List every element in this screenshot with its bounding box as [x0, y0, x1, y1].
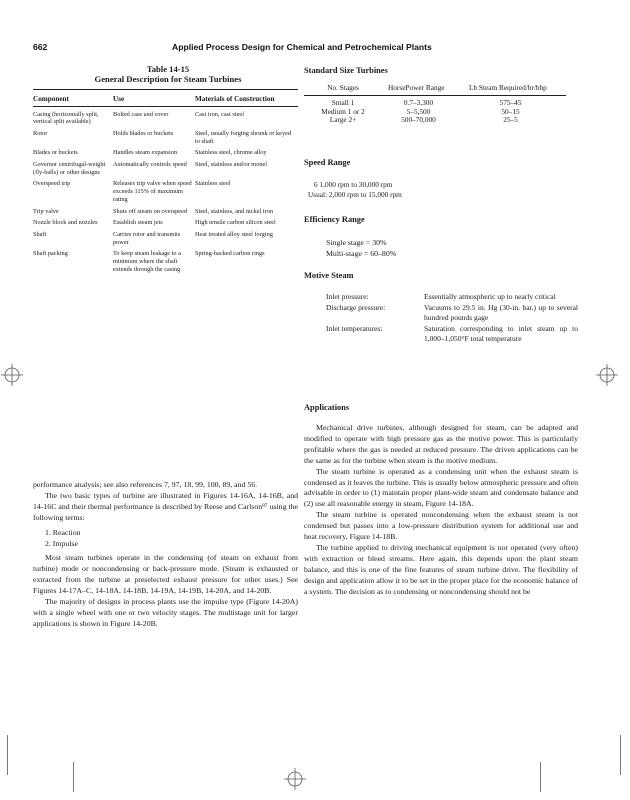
- trim-line: [620, 735, 621, 775]
- efficiency-range-text: [326, 237, 396, 259]
- col-header-stages: No. Stages: [327, 83, 359, 92]
- cell-materials: Stainless steel, chrome alloy: [195, 149, 267, 157]
- cell-hp-range: 0.7–3,300: [403, 97, 434, 107]
- section-heading-efficiency-range: Efficiency Range: [304, 215, 365, 224]
- table-row: [33, 160, 298, 179]
- paragraph: performance analysis; see also references 7, 97, 18, 99, 100, 89, and 56.: [33, 480, 258, 489]
- cell-stages: Small 1: [331, 97, 355, 107]
- cell-component: Overspeed trip: [33, 180, 71, 188]
- cell-component: Casing (horizontally split, vertical split available): [33, 110, 99, 126]
- section-heading-speed-range: Speed Range: [304, 158, 351, 167]
- list-item: 1. Reaction: [45, 527, 81, 537]
- cell-component: Trip valve: [33, 207, 59, 215]
- table-title: General Description for Steam Turbines: [94, 74, 242, 84]
- motive-steam-row: [326, 303, 578, 323]
- speed-range-line: Usual: 2,000 rpm to 15,000 rpm: [308, 189, 402, 199]
- cell-use: Handles steam expansion: [113, 149, 178, 157]
- cell-materials: Spring-backed carbon rings: [195, 250, 265, 258]
- cell-materials: Steel, stainless and/or monel: [195, 161, 268, 169]
- efficiency-line: Single stage = 30%: [326, 238, 387, 247]
- table-row: [304, 116, 566, 125]
- col-header-materials: Materials of Construction: [195, 95, 275, 103]
- cell-component: Rotor: [33, 129, 48, 137]
- cell-steam: 575–45: [499, 97, 522, 107]
- table-header-row: [304, 84, 566, 95]
- cell-steam: 50–15: [501, 106, 520, 116]
- paragraph: Most steam turbines operate in the condensing (of steam on exhaust from turbine) mode or noncondensing or back-pressure mode. (Steam is exhausted or extracted from the turbine at preselected exhaust pressure for other uses.) See Figures 14-17A–C, 14-18A, 14-18B, 14-19A, 14-19B, 14-20A, and 14-20B.: [33, 553, 298, 596]
- motive-steam-value: Saturation corresponding to inlet steam up to 1,000–1,050°F total temperature: [424, 324, 578, 343]
- paragraph: The turbine applied to driving mechanical equipment is not operated (very often) with extraction or bleed streams. Here again, this depends upon the plant steam balance, and this is one of the fine features of steam turbine drive. The flexibility of design and application allow it to be set in the proper place for the economic balance of a system. The decision as to condensing or noncondensing should not be: [304, 542, 578, 596]
- paragraph: The majority of designs in process plants use the impulse type (Figure 14-20A) with a single wheel with one or two velocity stages. The multistage unit for larger applications is shown in Figure 14-20B.: [33, 597, 298, 628]
- cell-hp-range: 500–70,000: [401, 115, 436, 125]
- component-table: [33, 95, 298, 276]
- cell-stages: Large 2+: [329, 115, 357, 125]
- cell-use: Bolted case and cover: [113, 110, 169, 118]
- paragraph: The steam turbine is operated as a condensing unit when the exhaust steam is condensed as it leaves the turbine. This is usually below atmospheric pressure and often advisable in order to (1) maintain proper plant-wide steam and condensate balance and (2) use all reasonable energy in steam, Figure 14-18A.: [304, 466, 578, 509]
- paragraph: The two basic types of turbine are illustrated in Figures 14-16A, 14-16B, and 14-16C and their thermal performance is described by Reese and Carlson⁹⁷ using the following terms:: [33, 490, 298, 522]
- table-header-row: [33, 95, 298, 106]
- col-header-steam: Lb Steam Required/hr/bhp: [469, 83, 547, 92]
- section-heading-applications: Applications: [304, 403, 350, 412]
- cell-use: Carries rotor and transmits power: [113, 230, 181, 246]
- speed-range-text: [308, 180, 402, 199]
- col-header-use: Use: [113, 95, 125, 103]
- table-top-rule: [33, 89, 298, 90]
- section-heading-motive-steam: Motive Steam: [304, 271, 354, 280]
- crop-mark-icon: [596, 364, 618, 386]
- cell-materials: Cast iron, cast steel: [195, 110, 244, 118]
- cell-component: Shaft: [33, 230, 47, 238]
- cell-use: Releases trip valve when speed exceeds 115% of maximum rating: [113, 180, 192, 203]
- cell-use: Automatically controls speed: [113, 161, 187, 169]
- table-row: [33, 207, 298, 219]
- motive-steam-label: Discharge pressure:: [326, 303, 386, 312]
- crop-mark-icon: [1, 364, 23, 386]
- cell-materials: Stainless steel: [195, 180, 231, 188]
- cell-materials: High tensile carbon silicon steel: [195, 219, 276, 227]
- cell-use: Shuts off steam on overspeed: [113, 207, 188, 215]
- standard-size-table: [304, 84, 566, 125]
- table-row: [33, 110, 298, 129]
- table-row: [33, 249, 298, 276]
- turbine-type-list: [33, 524, 298, 554]
- motive-steam-value: Essentially atmospheric up to nearly critical: [424, 292, 556, 301]
- table-row: [33, 129, 298, 148]
- motive-steam-row: [326, 292, 578, 302]
- trim-line: [7, 735, 8, 775]
- left-body-text: [33, 480, 298, 630]
- paragraph: The steam turbine is operated noncondensing when the exhaust steam is not condensed but passes into a low-pressure distribution system for additional use and heat recovery, Figure 14-18B.: [304, 510, 578, 542]
- table-header-rule: [304, 95, 566, 96]
- cell-materials: Steel, stainless, and nickel iron: [195, 207, 273, 215]
- page-number: 662: [33, 42, 48, 52]
- cell-component: Nozzle block and nozzles: [33, 219, 98, 227]
- table-caption: [68, 64, 268, 84]
- table-row: [33, 148, 298, 160]
- efficiency-line: Multi-stage = 60–80%: [326, 249, 397, 258]
- trim-line: [73, 762, 74, 792]
- section-heading-standard-sizes: Standard Size Turbines: [304, 66, 388, 75]
- cell-stages: Medium 1 or 2: [321, 106, 365, 116]
- crop-mark-icon: [284, 768, 306, 790]
- cell-component: Blades or buckets: [33, 149, 78, 157]
- motive-steam-label: Inlet temperatures:: [326, 324, 383, 333]
- cell-use: Holds blades or buckets: [113, 129, 174, 137]
- running-title: Applied Process Design for Chemical and Petrochemical Plants: [172, 42, 432, 52]
- cell-materials: Heat treated alloy steel forging: [195, 230, 273, 238]
- table-number: Table 14-15: [146, 64, 190, 74]
- motive-steam-row: [326, 324, 578, 344]
- cell-hp-range: 5–5,500: [406, 106, 431, 116]
- table-header-rule: [33, 106, 298, 107]
- cell-materials: Steel, usually forging shrunk or keyed to shaft: [195, 129, 292, 145]
- cell-component: Governor centrifugal-weight (fly-balls) or other designs: [33, 161, 106, 176]
- motive-steam-label: Inlet pressure:: [326, 292, 369, 301]
- cell-steam: 25–5: [503, 115, 518, 125]
- table-row: [33, 179, 298, 206]
- cell-use: To keep steam leakage to a minimum where the shaft extends through the casing: [113, 250, 181, 273]
- cell-component: Shaft packing: [33, 250, 68, 258]
- list-item: 2. Impulse: [45, 538, 78, 548]
- applications-body-text: [304, 423, 578, 598]
- motive-steam-value: Vacuums to 29.5 in. Hg (30-in. bar.) up to several hundred pounds gage: [424, 303, 578, 322]
- table-row: [33, 218, 298, 230]
- table-row: [33, 230, 298, 249]
- motive-steam-list: [326, 292, 578, 344]
- paragraph: Mechanical drive turbines, although designed for steam, can be adapted and modified to operate with high pressure gas as the motive power. This is particularly profitable where the gas is needed at reduced pressure. The driven applications can be the same as for the turbine when steam is the motive medium.: [304, 423, 578, 465]
- col-header-hp-range: HorsePower Range: [388, 83, 445, 92]
- col-header-component: Component: [33, 95, 69, 103]
- cell-use: Establish steam jets: [113, 219, 163, 227]
- trim-line: [540, 762, 541, 792]
- speed-range-line: 6 1,000 rpm to 30,000 rpm: [314, 180, 393, 189]
